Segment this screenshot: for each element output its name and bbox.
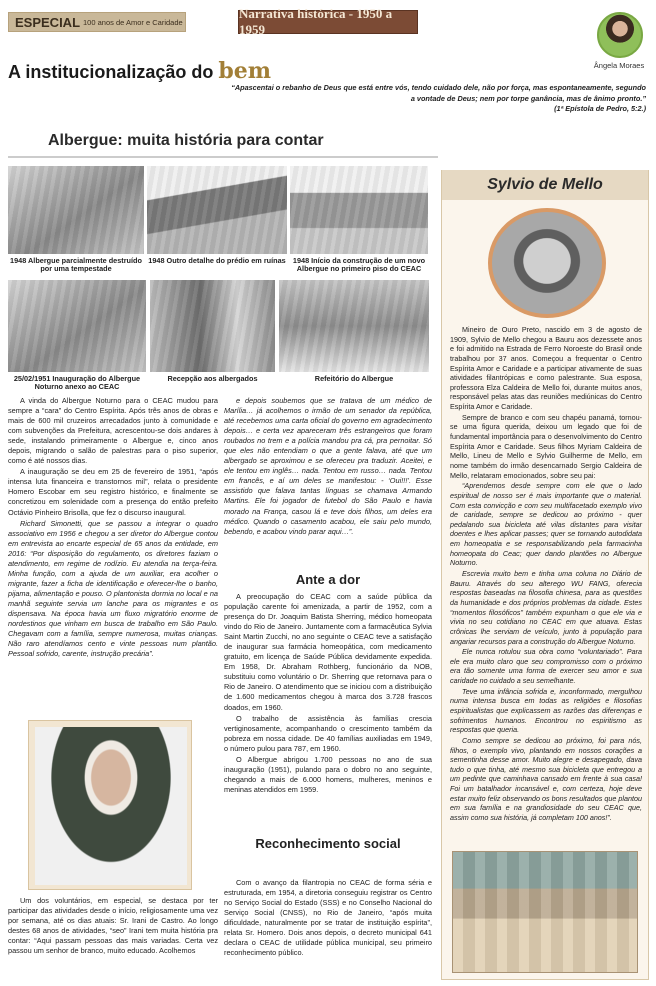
article-column-2-section-1: [224, 592, 432, 796]
paragraph: A preocupação do CEAC com a saúde pública da população carente foi amenizada, a partir de 1952, com a presença do Dr. Joaquim Batista Sherring, médico homeopata vindo do Rio de Janeiro. Juntamente com a farmacêutica Sylvia Saint Martin Zucchi, no ano seguinte o CEAC teve a satisfação de inaugurar sua farmácia homeopática, com medicamento gratuito, em licença de Saúde Pública devidamente expedida. Em 1958, Dr. Abraham Rothberg, funcionário da NOB, substituiu como voluntário o Dr. Sherring que retornava para o Rio de Janeiro. O atendimento que se iniciou com a distribuição de 1.600 medicamentos chegou à marca dos 3.728 frascos doados, em 1960.: [224, 592, 432, 712]
historic-narrative-tag: Narrativa histórica - 1950 a 1959: [238, 10, 418, 34]
photo-caption: 1948 Albergue parcialmente destruído por uma tempestade: [10, 256, 142, 274]
article-column-2-section-2: [224, 878, 432, 959]
quote-source: (1ª Epístola de Pedro, 5:2.): [554, 104, 646, 114]
author-name: Ângela Moraes: [593, 61, 645, 70]
photo-dining-hall: [279, 280, 429, 372]
volunteer-photo-frame: [28, 720, 192, 890]
photo-caption: 25/02/1951 Inauguração do Albergue Noturno anexo ao CEAC: [13, 374, 141, 392]
especial-subtitle: 100 anos de Amor e Caridade: [83, 17, 183, 27]
author-avatar: [597, 12, 643, 58]
paragraph: Richard Simonetti, que se passou a integrar o quadro associativo em 1956 e chegou a ser diretor do Albergue contou em entrevista ao encarte especial de 65 anos da entidade, em 2016: “Por disposição do regulamento, os diretores faziam o atendimento, em regime de rodízio. Eu atendia na terça-feira. Minha função, com a ajuda de um auxiliar, era acolher o migrante, fazer a ficha de identificação e oferecer-lhe o banho, pijama, alimentação e pouso. O plantonista dormia no local e na manhã seguinte servia um lanche para os migrantes e os dispensava. Na época havia um fluxo migratório enorme de nordestinos que vinham em busca de trabalho em São Paulo. Chegavam com a família, sempre numerosa, muitas crianças. Não raro atendíamos cento e vinte pessoas num plantão. Pessoal sofrido, carente, instrução precária”.: [8, 518, 218, 659]
quote-text: “Apascentai o rebanho de Deus que está entre vós, tendo cuidado dele, não por força, mas espontaneamente, segundo a vontade de Deus; nem por torpe ganância, mas de ânimo pronto.”: [231, 83, 646, 103]
photo-destroyed-albergue: [8, 166, 144, 254]
paragraph: O Albergue abrigou 1.700 pessoas no ano de sua inauguração (1951), pulando para o dobro no ano seguinte, chegando a mais de 6.000 homens, mulheres, meninos e meninas atendidos em 1959.: [224, 754, 432, 794]
section-heading-reconhecimento: Reconhecimento social: [255, 836, 401, 851]
photo-caption: 1948 Outro detalhe do prédio em ruínas: [148, 256, 286, 265]
paragraph: “Aprendemos desde sempre com ele que o lado espiritual de nosso ser é mais importante que o material. Com esta convicção e com seu multifacetado exemplo vivo de caridade, sempre se dedicou ao próximo - quer pedalando sua bicicleta até vilas distantes para visitar doentes e lhes aplicar passes; quer se tornando autodidata em homeopatia e se responsabilizando pela farmacinha homeopata do Ceac; quer dando plantões no Albergue Noturno.: [450, 481, 642, 568]
paragraph: Mineiro de Ouro Preto, nascido em 3 de agosto de 1909, Sylvio de Mello chegou a Bauru aos dezessete anos e foi admitido na Estrada de Ferro Noroeste do Brasil onde trabalhou por 37 anos. Começou a frequentar o Centro Espírita Amor e Caridade e a participar ativamente de suas atividades filantrópicas e como palestrante. Sua esposa, professora Elza Caldeira de Mello foi, durante muitos anos, responsável pelas atas das reuniões mediúnicas do Centro Espírita Amor e Caridade.: [450, 325, 642, 412]
sidebar-title: Sylvio de Mello: [487, 176, 603, 193]
paragraph: Teve uma infância sofrida e, inconformado, mergulhou numa intensa busca em todas as religiões e filosofias espiritualistas que explicassem as razões das diferenças e sofrimentos humanos. Encontrou no espiritismo as respostas que queria.: [450, 686, 642, 735]
volunteer-photo: [35, 727, 187, 885]
paragraph: Como sempre se dedicou ao próximo, foi para nós, filhos, o exemplo vivo, plantando em nossos corações a sementinha desse amor. Muito alegre e desapegado, dava tudo o que tinha, até mesmo sua bicicleta que entregou a um pedinte que caminhava cansado em frente à sua casa! Foi um batalhador incansável e, com certeza, hoje deve estar muito feliz observando os bons resultados que plantou em sua família e na grandiosidade do seu CEAC que, assim como sua história, já completam 100 anos!”.: [450, 735, 642, 823]
title-divider: [8, 156, 438, 158]
section-heading-ante-a-dor: Ante a dor: [295, 572, 361, 587]
paragraph: Com o avanço da filantropia no CEAC de forma séria e estruturada, em 1954, a diretoria conseguiu registrar os Centro no Serviço Social do Estado (SSS) e no Conselho Nacional do Serviço Social (CNSS), no Rio de Janeiro, “após muita dificuldade, naturalmente por se tratar de instituição espírita”, relata Sr. Homero. Dois anos depois, o decreto municipal 641 declara o CEAC de utilidade pública municipal, seu primeiro reconhecimento público.: [224, 878, 432, 958]
photo-caption: 1948 Início da construção de um novo Albergue no primeiro piso do CEAC: [292, 256, 426, 274]
paragraph: Ele nunca rotulou sua obra como “voluntariado”. Para ele era muito claro que seu compromisso com o próximo era tão somente uma forma de exercer seu amor e sua caridade no cuidado a seu semelhante.: [450, 647, 642, 686]
article-column-1-continued: [8, 896, 218, 957]
article-column-1: [8, 396, 218, 660]
photo-caption: Refeitório do Albergue: [314, 374, 394, 383]
photo-caption: Recepção aos albergados: [167, 374, 258, 383]
paragraph: e depois soubemos que se tratava de um médico de Marília… já acolhemos o irmão de um senador da república, até recebemos uma carta oficial do governo em agradecimento depois… e certa vez apareceram três estrangeiros que foram roubados no trem e a polícia mandou pra cá, pra pernoitar. Só que eles não entendiam o que a gente falava, até que um albergado se aproximou e se ofereceu pra traduzir. Aceitei, e ele tentou em inglês… nada. Tentou em russo… nada. Tentou em francês, e aí um deles se manifestou: - ‘Oui!!!’. Esse assistido que falava tantas línguas se chamava Armando Martins. Ele foi jogador de futebol do São Paulo e havia morado na França, casou lá e teve dois filhos, um deles era médico. Quando o casamento acabou, ele saiu pelo mundo, bebendo, e acabou vindo parar aqui…”.: [224, 396, 432, 536]
paragraph: O trabalho de assistência às famílias crescia vertiginosamente, acompanhando o crescimento também da pobreza em nossa cidade. De 40 famílias auxiliadas em 1949, o número pulou para 787, em 1960.: [224, 713, 432, 753]
family-photo: [452, 851, 638, 973]
sylvio-portrait: [488, 208, 606, 318]
photo-new-construction: [290, 166, 428, 254]
sidebar-text: [450, 325, 642, 824]
special-edition-tag: [8, 12, 186, 32]
paragraph: A vinda do Albergue Noturno para o CEAC mudou para sempre a “cara” do Centro Espírita. Após três anos de obras e mais de 600 mil cruzeiros arrecadados junto à comunidade e com subvenções da Prefeitura, acrescentou-se dois andares à sede, instalando primeiramente o Albergue e, cinco anos depois, migrando o salão de palestras para o piso superior, como é até nossos dias.: [8, 396, 218, 466]
photo-inauguration: [8, 280, 146, 372]
page-title: [8, 58, 271, 84]
epigraph-quote: [230, 83, 646, 115]
paragraph: Sempre de branco e com seu chapéu panamá, tornou-se uma figura querida, deixou um legado que foi de fundamental importância para o desenvolvimento do Centro Espírita Amor e Caridade. Seus filhos Myriam Caldeira de Mello, Lineu de Mello e Sylvio Guilherme de Mello, em nome também do irmão desencarnado Sergio Caldeira de Mello, relataram emocionados, sobre seu pai:: [450, 412, 642, 480]
photo-reception: [150, 280, 275, 372]
photo-building-ruins: [147, 166, 287, 254]
paragraph: Um dos voluntários, em especial, se destaca por ter participar das atividades desde o início, religiosamente uma vez por semana, até os dias atuais: Sr. Irani de Castro. Ao longo destes 68 anos de atividades, “seo” Irani tem muita história pra contar: “Aqui passam pessoas das mais variadas. Certa vez passou um senhor de branco, muito educado. Acolhemos: [8, 896, 218, 956]
paragraph: A inauguração se deu em 25 de fevereiro de 1951, “após intensa luta financeira e transtornos mil”, relata o presidente Homero Escobar em seu registro histórico, e finalmente se concretizou em solenidade com a presença do então prefeito Octávio Pinheiro Brisolla, que fez o discurso inaugural.: [8, 467, 218, 517]
page-title-highlight: bem: [218, 58, 272, 84]
article-column-2: [224, 396, 432, 538]
especial-label: ESPECIAL: [15, 14, 81, 30]
paragraph: Escrevia muito bem e tinha uma coluna no Diário de Bauru. Através do seu alterego WU FANG, oferecia respostas baseadas na filosofia chinesa, para as questões da humanidade e dos próprios problemas da cidade. Estes “momentos filosóficos” também expunham o que ele via e vivia no seu cotidiano no CEAC em que atuava. Estas crônicas lhe serviam de veículo, junto à população para angariar recursos para a construção do Albergue Noturno.: [450, 569, 642, 646]
article-title: Albergue: muita história para contar: [48, 132, 324, 149]
page-title-text: A institucionalização do: [8, 62, 214, 82]
